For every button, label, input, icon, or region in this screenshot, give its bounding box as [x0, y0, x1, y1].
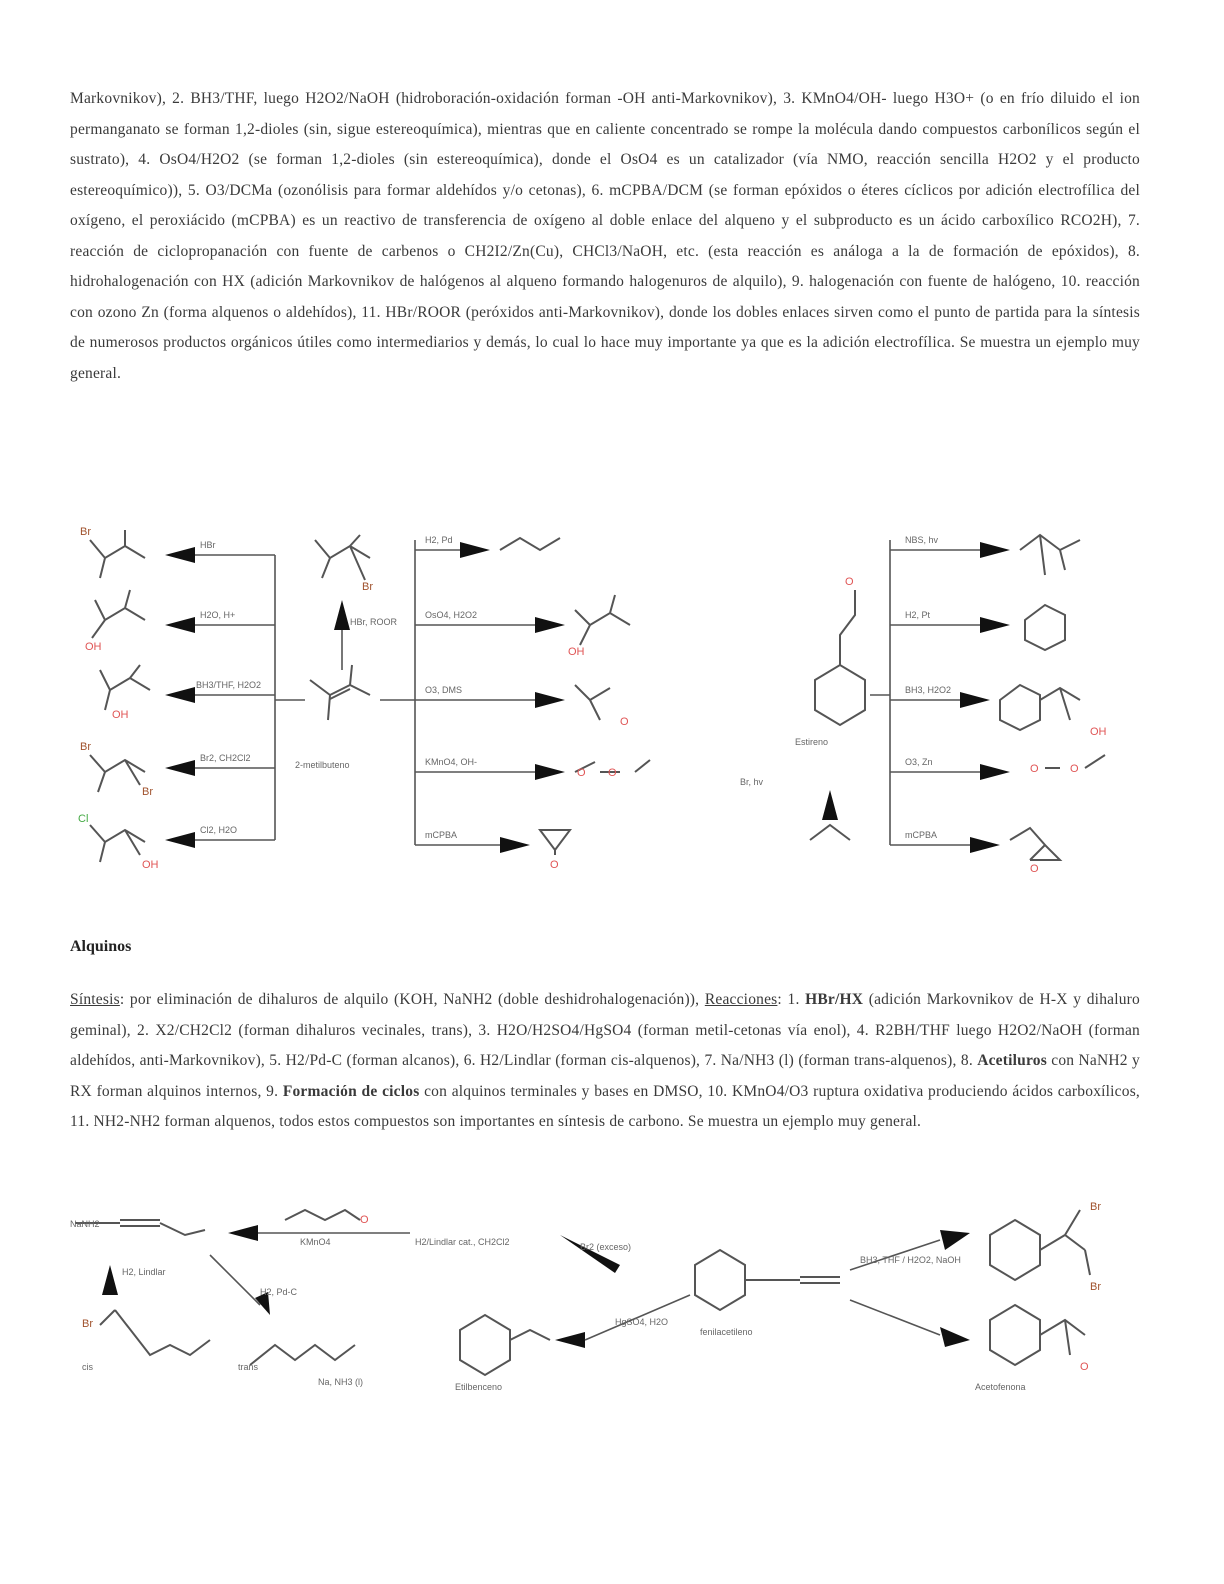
right-products-alkyne	[850, 1201, 1101, 1392]
label-cis: cis	[82, 1362, 93, 1372]
atom-o-4: O	[550, 859, 559, 871]
alkene-reaction-scheme	[60, 510, 1160, 880]
label-s3: HgSO4, H2O	[615, 1317, 669, 1327]
atom-oh-4: OH	[568, 646, 585, 658]
atom-br: Br	[80, 526, 91, 538]
atom-br-s4: Br	[1090, 1281, 1101, 1293]
paragraph2-segment: (adición Markovnikov de H-X y dihaluro geminal), 2. X2/CH2Cl2 (forman dihaluros vecinales, trans), 3. H2O/H2SO4/HgSO4 (forman metil-cetonas vía enol), 4. R2BH/THF luego H2O2/NaOH (forman aldehídos, anti-Markovnikov), 5. H2/Pd-C (forman alcanos), 6. H2/Lindlar (forman cis-alquenos), 7. Na/NH3 (l) (forman trans-alquenos), 8.	[70, 991, 1140, 1069]
paragraph1-segment: Markovnikov), 2. BH3/THF, luego H2O2/NaOH (hidroboración-oxidación forman -OH anti-Markovnikov), 3. KMnO4/OH- luego H3O+ (o en frío diluido el ion permanganato se forman 1,2-dioles (sin, sigue estereoquímica), mientras que en caliente concentrado se rompe la molécula dando compuestos carbonílicos según el sustrato), 4. OsO4/H2O2 (se forman 1,2-dioles (sin estereoquímica), donde el OsO4 es un catalizador (vía NMO, reacción sencilla H2O2 y el producto estereoquímico)), 5. O3/DCMa	[70, 90, 1140, 199]
paragraph2-segment: HBr/HX	[805, 991, 864, 1008]
atom-o-2: O	[577, 767, 586, 779]
paragraph-alkynes-reactions	[70, 985, 1140, 1138]
label-s9: H2, Pd-C	[260, 1287, 298, 1297]
label-s5: fenilacetileno	[700, 1327, 753, 1337]
right-arrows	[380, 535, 565, 853]
label-sty2: Br, hv	[740, 777, 764, 787]
atom-cl: Cl	[78, 813, 89, 825]
label-s11: BH3, THF / H2O2, NaOH	[860, 1255, 961, 1265]
label-c4: O3, Zn	[905, 757, 933, 767]
label-s2: H2, Lindlar	[122, 1267, 166, 1277]
label-c3: BH3, H2O2	[905, 685, 952, 695]
label-c5: mCPBA	[905, 830, 938, 840]
center-alkene	[295, 665, 370, 770]
paragraph2-segment: con NaNH2 y RX forman alquinos internos, 9.	[70, 1052, 1140, 1100]
atom-o-3: O	[608, 767, 617, 779]
atom-br-2: Br	[80, 741, 91, 753]
label-b1: H2, Pd	[425, 535, 453, 545]
label-s8: KMnO4	[300, 1237, 331, 1247]
label-s10: H2/Lindlar cat., CH2Cl2	[415, 1237, 510, 1247]
atom-oh-3: OH	[142, 859, 159, 871]
paragraph2-segment: Formación de ciclos	[282, 1082, 420, 1100]
atom-o-s2: O	[360, 1214, 369, 1226]
label-styrene: Estireno	[795, 737, 829, 747]
right-products	[500, 538, 650, 871]
left-product-2	[85, 590, 145, 653]
label-up: HBr, ROOR	[350, 617, 398, 627]
paragraph2-segment: Acetiluros	[977, 1052, 1047, 1069]
paragraph2-segment: Reacciones	[704, 991, 778, 1008]
label-s7: Acetofenona	[975, 1382, 1026, 1392]
atom-o-7: O	[1070, 763, 1079, 775]
left-alkyne-chain	[70, 1210, 410, 1387]
atom-o-8: O	[1030, 863, 1039, 875]
atom-br-s3: Br	[1090, 1201, 1101, 1213]
left-product-5	[78, 813, 159, 871]
paragraph2-segment: Síntesis	[70, 991, 120, 1008]
label-s12: Br2 (exceso)	[580, 1242, 632, 1252]
top-product	[315, 535, 398, 670]
paragraph2-segment: con alquinos terminales y bases en DMSO, 10. KMnO4/O3 ruptura oxidativa produciendo ácidos carboxílicos, 11. NH2-NH2 forman alquenos, todos estos compuestos son importantes en síntesis de carbono. Se muestra un ejemplo muy general.	[70, 1082, 1140, 1130]
paragraph1-segment: (ozonólisis para formar aldehídos y/o cetonas), 6. mCPBA/DCM	[272, 181, 704, 199]
label-b3: O3, DMS	[425, 685, 463, 695]
label-b5: mCPBA	[425, 830, 458, 840]
alkyne-reaction-scheme	[60, 1195, 1160, 1415]
label-center: 2-metilbuteno	[295, 760, 350, 770]
label-s4: Na, NH3 (l)	[318, 1377, 364, 1387]
styrene-scheme	[740, 535, 1107, 875]
label-a3: BH3/THF, H2O2	[196, 680, 262, 690]
atom-oh: OH	[85, 641, 102, 653]
left-product-4	[80, 741, 153, 798]
left-product-3	[100, 665, 150, 721]
label-s1: NaNH2	[70, 1219, 100, 1229]
atom-br-4: Br	[362, 581, 373, 593]
atom-br-3: Br	[142, 786, 153, 798]
atom-o: O	[620, 716, 629, 728]
paragraph1-segment: (se forman epóxidos o éteres cíclicos por adición electrofílica del oxígeno, el peroxiácido (mCPBA) es un reactivo de transferencia de oxígeno al doble enlace del alqueno y el subproducto es un ácido carboxílico RCO2H), 7. reacción de ciclopropanación con fuente de carbenos o CH2I2/Zn(Cu), CHCl3/NaOH, etc. (esta reacción es análoga a la de formación de epóxidos), 8. hidrohalogenación con HX (adición Markovnikov de halógenos al alqueno formando halogenuros de alquilo), 9. halogenación con fuente de halógeno, 10. reacción con ozono Zn (forma alquenos o aldehídos), 11. HBr/ROOR (peróxidos anti-Markovnikov), donde los dobles enlaces sirven como el punto de partida para la síntesis de numerosos productos orgánicos útiles como intermediarios y demás, lo cual lo hace muy importante ya que es la adición electrofílica. Se muestra un ejemplo muy general.	[70, 181, 1140, 382]
atom-br-s2: Br	[82, 1318, 93, 1330]
left-product-1	[80, 526, 145, 578]
paragraph-alkenes-reactions	[70, 84, 1140, 389]
atom-o-5: O	[845, 576, 854, 588]
left-arrows	[165, 540, 305, 848]
label-a4: Br2, CH2Cl2	[200, 753, 251, 763]
label-c1: NBS, hv	[905, 535, 939, 545]
heading-alkynes: Alquinos	[70, 938, 132, 955]
label-c2: H2, Pt	[905, 610, 931, 620]
atom-o-6: O	[1030, 763, 1039, 775]
label-s6: Etilbenceno	[455, 1382, 503, 1392]
paragraph2-segment: : 1.	[777, 991, 806, 1008]
atom-oh-5: OH	[1090, 726, 1107, 738]
atom-o-s3: O	[1080, 1361, 1089, 1373]
label-a2: H2O, H+	[200, 610, 236, 620]
center-alkyne	[415, 1235, 840, 1392]
label-a5: Cl2, H2O	[200, 825, 238, 835]
paragraph2-segment: : por eliminación de dihaluros de alquilo (KOH, NaNH2 (doble deshidrohalogenación)),	[119, 991, 705, 1008]
label-a1: HBr	[200, 540, 216, 550]
label-trans: trans	[238, 1362, 259, 1372]
atom-oh-2: OH	[112, 709, 129, 721]
label-b4: KMnO4, OH-	[425, 757, 478, 767]
label-b2: OsO4, H2O2	[425, 610, 478, 620]
